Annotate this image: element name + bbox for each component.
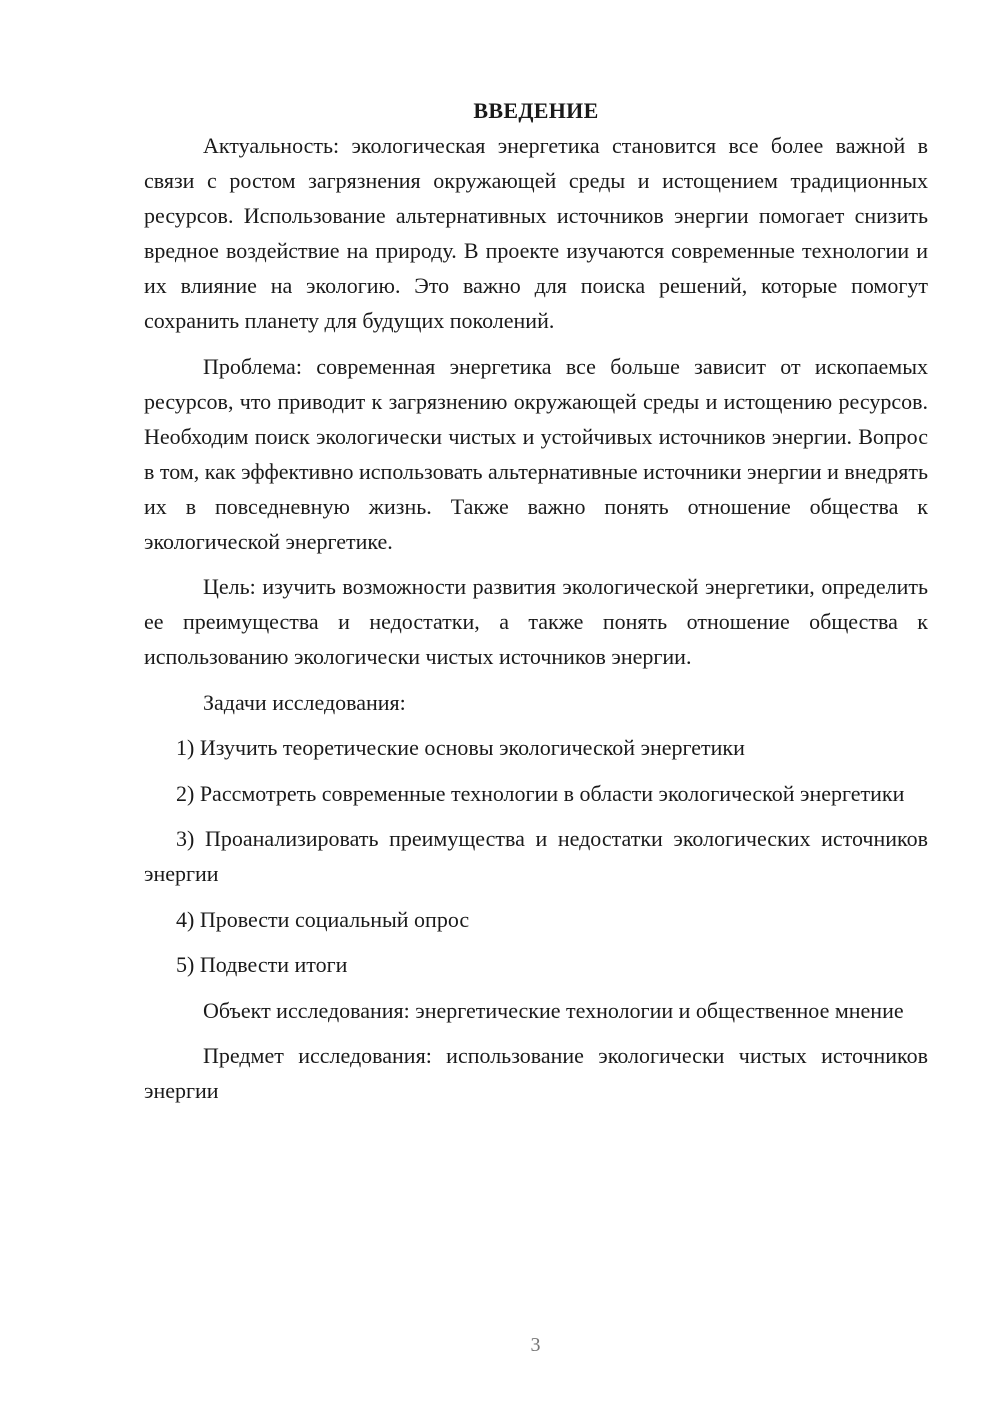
problem-paragraph: Проблема: современная энергетика все больше зависит от ископаемых ресурсов, что приводит к загрязнению окружающей среды и истощению ресурсов. Необходим поиск экологически чистых и устойчивых источников энергии. Вопрос в том, как эффективно использовать альтернативные источники энергии и внедрять их в повседневную жизнь. Также важно понять отношение общества к экологической энергетике. — [144, 353, 928, 554]
list-item: 2) Рассмотреть современные технологии в области экологической энергетики — [176, 780, 905, 806]
list-item: 4) Провести социальный опрос — [176, 906, 470, 932]
tasks-heading: Задачи исследования: — [203, 689, 406, 715]
list-item: 5) Подвести итоги — [176, 952, 348, 977]
page-number: 3 — [530, 1334, 541, 1356]
tasks-list — [144, 730, 928, 982]
research-subject-paragraph: Предмет исследования: использование экологически чистых источников энергии — [144, 1043, 928, 1103]
document-page — [144, 93, 928, 1119]
goal-paragraph: Цель: изучить возможности развития экологической энергетики, определить ее преимущества и недостатки, а также понять отношение общества к использованию экологически чистых источников энергии. — [144, 574, 928, 669]
relevance-paragraph: Актуальность: экологическая энергетика становится все более важной в связи с ростом загрязнения окружающей среды и истощением традиционных ресурсов. Использование альтернативных источников энергии помогает снизить вредное воздействие на природу. В проекте изучаются современные технологии и их влияние на экологию. Это важно для поиска решений, которые помогут сохранить планету для будущих поколений. — [144, 133, 928, 333]
list-item: 1) Изучить теоретические основы экологической энергетики — [176, 735, 745, 760]
list-item: 3) Проанализировать преимущества и недостатки экологических источников энергии — [144, 826, 928, 886]
research-object-paragraph: Объект исследования: энергетические технологии и общественное мнение — [203, 997, 904, 1023]
page-title: ВВЕДЕНИЕ — [473, 98, 599, 123]
